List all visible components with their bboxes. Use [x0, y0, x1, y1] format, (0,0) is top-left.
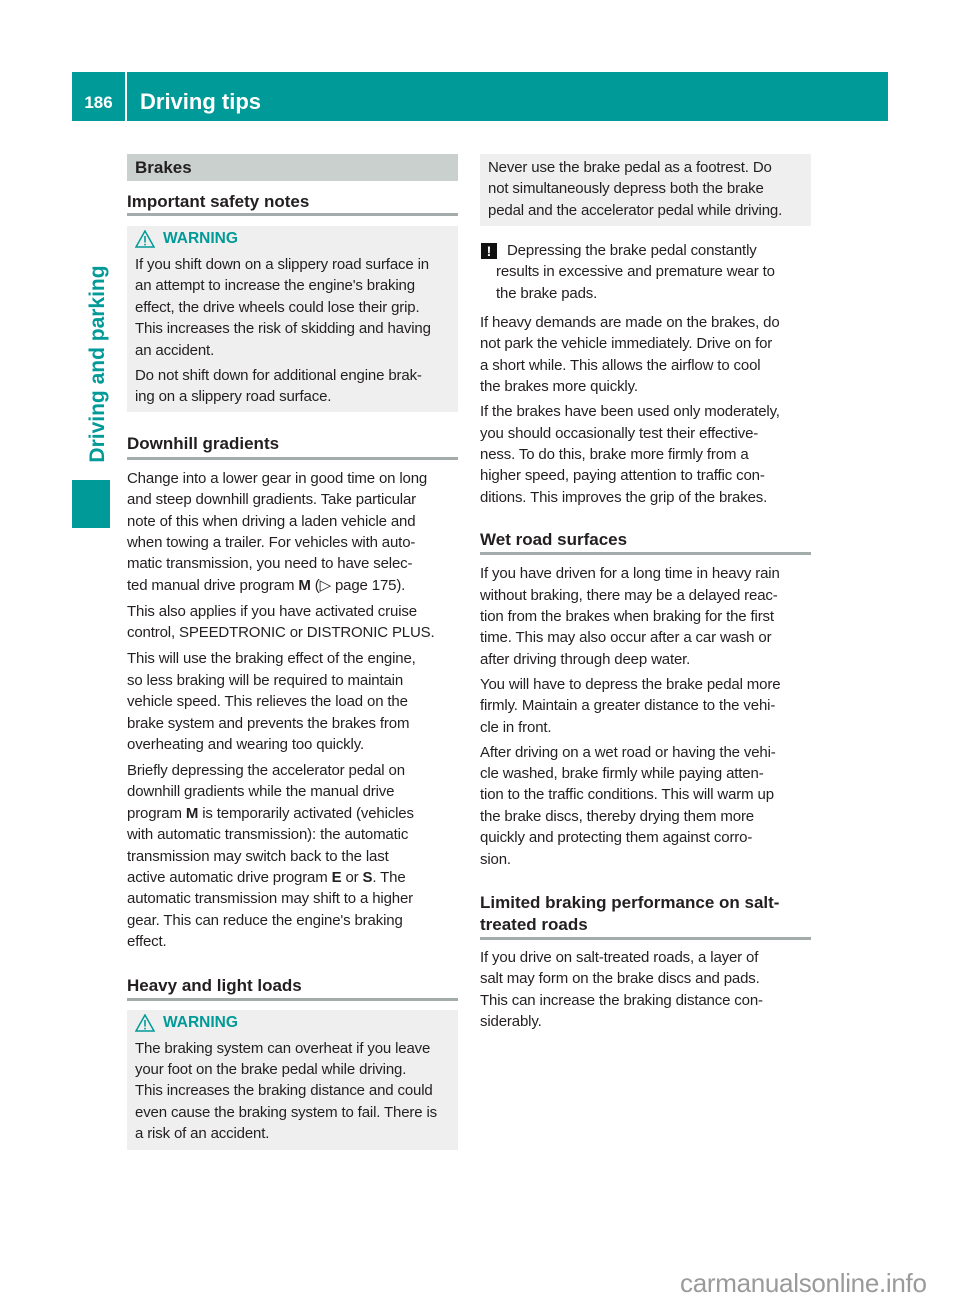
paragraph: If you have driven for a long time in heavy rain without braking, there may be a delayed reac- tion from the brakes when braking for the first time. This may also occur after a car wash or after driving through deep water. — [480, 565, 780, 668]
warning-label: WARNING — [163, 230, 238, 247]
text: . The automatic transmission may shift to a higher gear. This can reduce the engine's braking effect. — [127, 868, 414, 951]
warning-text: Do not shift down for additional engine brak- ing on a slippery road surface. — [135, 367, 422, 406]
exclamation-icon: ! — [481, 243, 497, 259]
watermark: carmanualsonline.info — [680, 1268, 927, 1298]
paragraph: You will have to depress the brake pedal more firmly. Maintain a greater distance to the vehi- cle in front. — [480, 675, 781, 736]
header-divider — [125, 72, 127, 121]
side-tab-label: Driving and parking — [86, 265, 109, 463]
warning-box — [127, 1010, 458, 1150]
paragraph: If heavy demands are made on the brakes, do not park the vehicle immediately. Drive on for a short while. This allows the airflow to cool the brakes more quickly. — [480, 313, 780, 396]
info-box — [480, 154, 811, 226]
program-m: M — [185, 804, 199, 822]
paragraph: If the brakes have been used only moderately, you should occasionally test their effective- ness. To do this, brake more firmly from a higher speed, paying attention to traffic con- ditions. This improves the grip of the brakes. — [480, 403, 780, 506]
warning-label: WARNING — [163, 1013, 238, 1031]
text: Briefly depressing the accelerator pedal on downhill gradients while the manual drive program — [127, 761, 405, 822]
warning-triangle-icon — [135, 230, 155, 248]
right-column — [480, 154, 811, 1033]
program-m: M — [298, 576, 311, 594]
page-number: 186 — [84, 93, 113, 112]
page-header — [72, 72, 888, 121]
heading-wet-road-surfaces: Wet road surfaces — [480, 529, 811, 555]
warning-header — [135, 228, 450, 250]
paragraph: This will use the braking effect of the engine, so less braking will be required to maintain vehicle speed. This relieves the load on the brake system and prevents the brakes from overheating and wearing too quickly. — [127, 650, 416, 753]
paragraph: If you drive on salt-treated roads, a layer of salt may form on the brake discs and pads. This can increase the braking distance con- siderably. — [480, 949, 763, 1031]
warning-text: The braking system can overheat if you leave your foot on the brake pedal while driving. This increases the braking distance and could even cause the braking system to fail. There is a risk of an accident. — [135, 1039, 437, 1143]
paragraph — [127, 468, 458, 596]
heading-downhill-gradients: Downhill gradients — [127, 433, 458, 460]
text: or — [341, 868, 363, 886]
paragraph — [127, 760, 458, 953]
text: Change into a lower gear in good time on long and steep downhill gradients. Take particular note of this when driving a laden vehicle and when towing a trailer. For vehicles with auto- matic transmission, you need to have selec- ted manual drive program — [127, 469, 428, 594]
heading-safety-notes: Important safety notes — [127, 191, 458, 216]
warning-text: If you shift down on a slippery road surface in an attempt to increase the engine's braking effect, the drive wheels could lose their grip. This increases the risk of skidding and having an accident. — [135, 256, 431, 359]
page-reference-link[interactable]: (▷ page 175). — [310, 576, 406, 594]
left-column — [127, 154, 458, 1150]
notice — [480, 240, 811, 304]
side-tab-marker — [72, 480, 110, 528]
info-text: Never use the brake pedal as a footrest. Do not simultaneously depress both the brake pedal and the accelerator pedal while driving. — [488, 159, 783, 219]
notice-text: Depressing the brake pedal constantly results in excessive and premature wear to the brake pads. — [496, 241, 775, 302]
paragraph: After driving on a wet road or having the vehi- cle washed, brake firmly while paying atten- tion to the traffic conditions. This will warm up the brake discs, thereby drying them more quickly and protecting them against corro- sion. — [480, 743, 776, 868]
chapter-title: Driving tips — [140, 89, 262, 114]
heading-salt-treated-roads: Limited braking performance on salt- treated roads — [480, 892, 811, 940]
warning-box — [127, 226, 458, 412]
text: is temporarily activated (vehicles with automatic transmission): the automatic transmission may switch back to the last active automatic drive program — [127, 804, 414, 886]
paragraph: This also applies if you have activated cruise control, SPEEDTRONIC or DISTRONIC PLUS. — [127, 602, 435, 642]
warning-header — [135, 1012, 450, 1034]
program-e: E — [331, 868, 342, 886]
heading-heavy-light-loads: Heavy and light loads — [127, 975, 458, 1001]
program-s: S — [362, 868, 373, 886]
section-bar-brakes: Brakes — [127, 154, 458, 181]
warning-triangle-icon — [135, 1014, 155, 1032]
